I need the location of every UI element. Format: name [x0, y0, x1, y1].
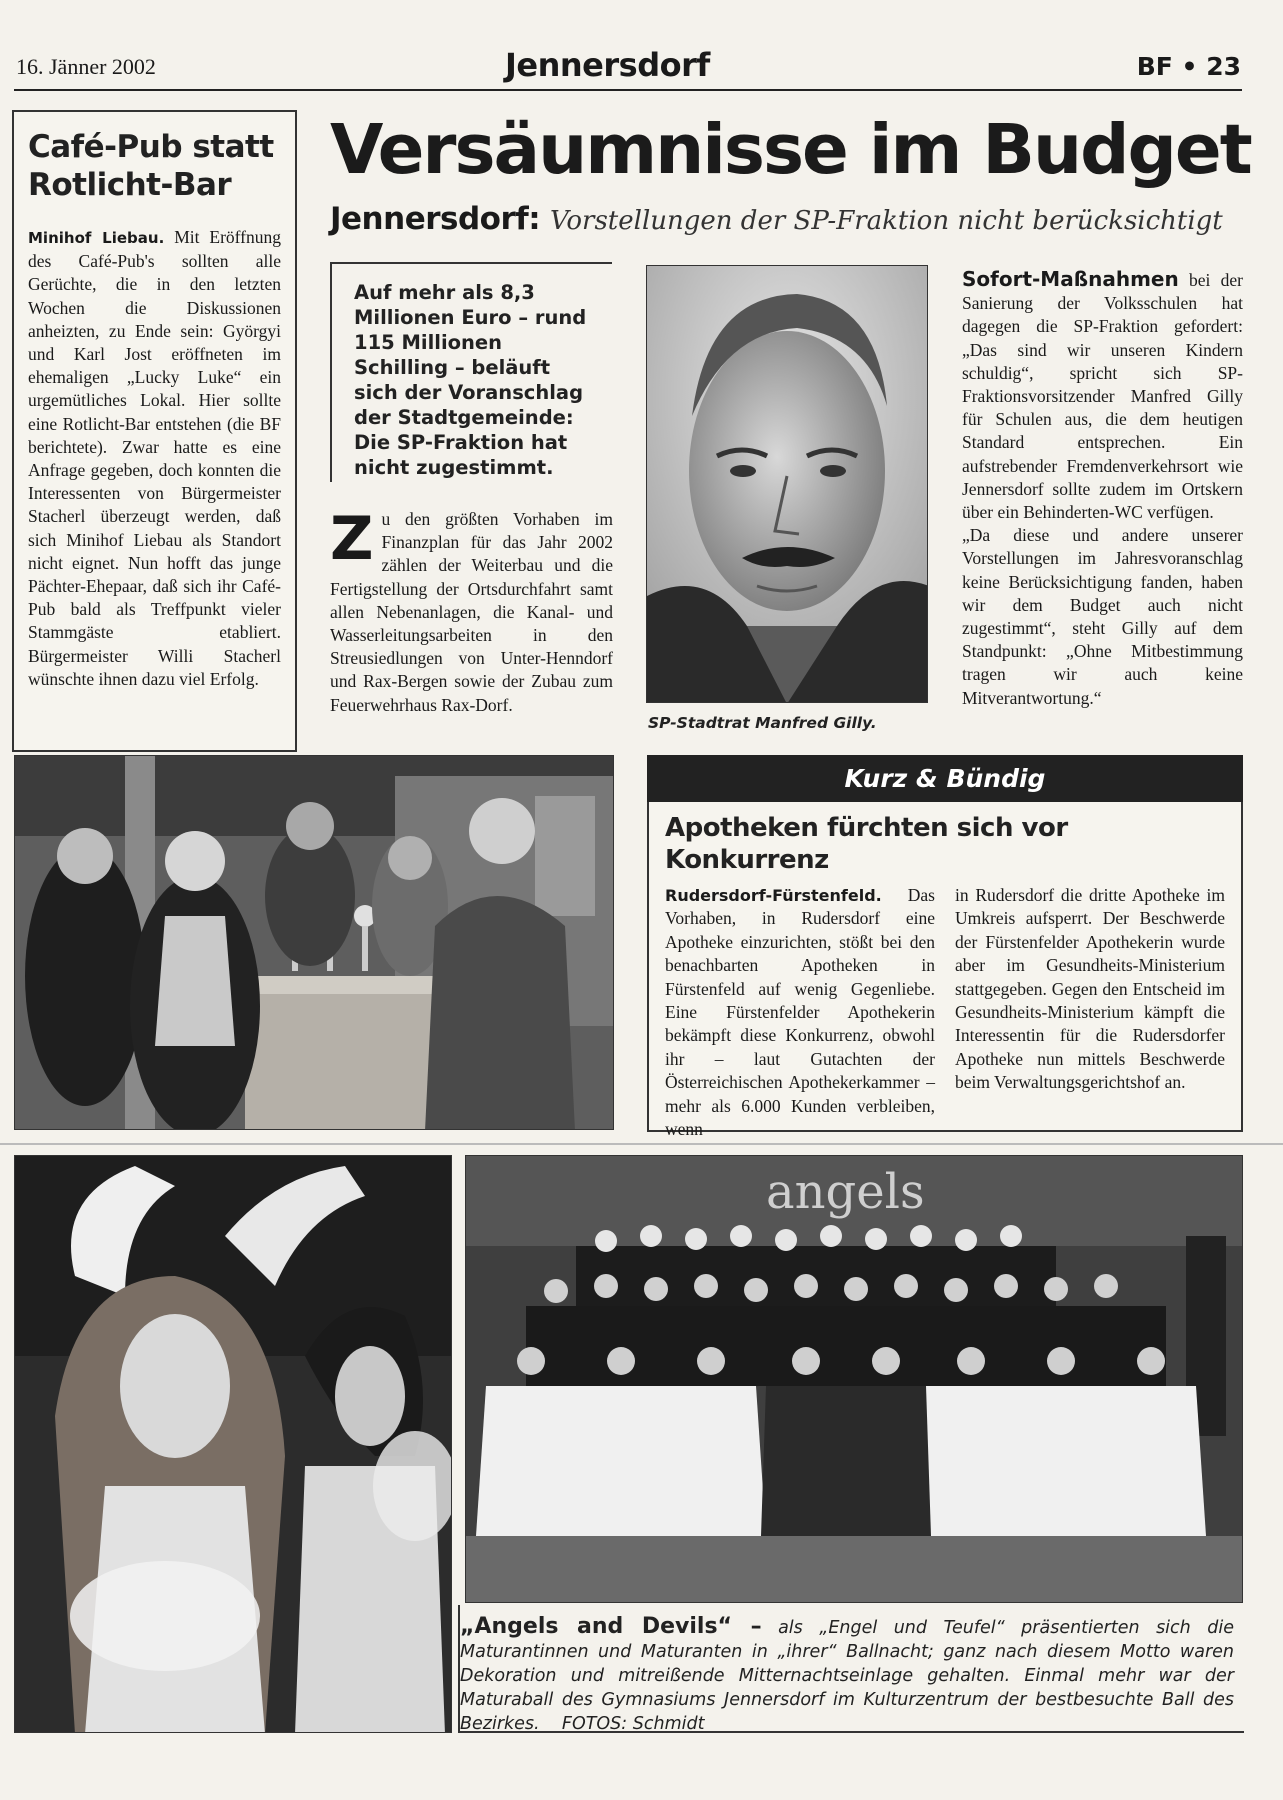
- portrait-image: [647, 266, 928, 703]
- angels-banner: angels: [766, 1164, 925, 1220]
- dancers-photo: [14, 1155, 452, 1733]
- caption-title: „Angels and Devils“ –: [460, 1614, 762, 1639]
- header-rule: [14, 89, 1242, 91]
- main-article-body: [330, 504, 613, 717]
- cafe-pub-dateline: Minihof Liebau.: [28, 229, 165, 247]
- page-number: BF • 23: [1136, 52, 1241, 81]
- maturaball-group-photo: [465, 1155, 1243, 1603]
- maturaball-caption: [460, 1615, 1234, 1736]
- right-column-quote: „Da diese und andere unserer Vorstellungen im Jahresvoranschlag keine Berücksichtigung fanden, haben wir dem Budget auch nicht zugestimmt“, steht Gilly auf dem Standpunkt: „Ohne Mitbestimmung tragen wir auch keine Mitverantwortung.“: [962, 525, 1243, 708]
- apotheken-col-1: [665, 884, 935, 1141]
- fold-rule: [0, 1143, 1283, 1145]
- maturaball-caption-box: [458, 1605, 1244, 1733]
- cafe-pub-article: [12, 110, 297, 752]
- apotheken-col-2: in Rudersdorf die dritte Apotheke im Umkreis aufsperrt. Der Beschwerde der Fürstenfelder Apothekerin wurde aber im Gesundheits-Ministerium stattgegeben. Gegen den Entscheid im Gesundheits-Ministerium kämpft die Interessentin für die Rudersdorfer Apotheke nun mittels Beschwerde beim Verwaltungsgerichtshof an.: [955, 885, 1225, 1093]
- drop-cap: Z: [330, 504, 374, 574]
- subhead-text: Vorstellungen der SP-Fraktion nicht berücksichtigt: [549, 206, 1223, 236]
- apotheken-dateline: Rudersdorf-Fürstenfeld.: [665, 886, 882, 905]
- caption-text: als „Engel und Teufel“ präsentierten sich die Maturantinnen und Maturanten in „ihrer“ Ballnacht; ganz nach diesem Motto waren Dekoration und mitreißende Mitternachtseinlage gehalten. Einmal mehr war der Maturaball des Gymnasiums Jennersdorf im Kulturzentrum der bestbesuchte Ball des Bezirkes.: [460, 1618, 1234, 1734]
- apotheken-columns: [665, 884, 1225, 1141]
- subhead-place: Jennersdorf:: [330, 201, 541, 237]
- section-title: Jennersdorf: [505, 46, 710, 84]
- portrait-photo: [646, 265, 928, 703]
- cafe-pub-image: [15, 756, 614, 1130]
- maturaball-group-image: [466, 1156, 1243, 1603]
- main-article-right-column: [962, 268, 1243, 710]
- kurz-buendig-box: [647, 802, 1243, 1140]
- portrait-caption: SP-Stadtrat Manfred Gilly.: [648, 714, 877, 732]
- dancers-image: [15, 1156, 452, 1733]
- article-lead: Auf mehr als 8,3 Millionen Euro – rund 115 Millionen Schilling – beläuft sich der Voranschlag der Stadtgemeinde: Die SP-Fraktion hat nicht zugestimmt.: [330, 262, 612, 482]
- kurz-buendig-header: Kurz & Bündig: [647, 755, 1243, 802]
- cafe-pub-body: [28, 226, 281, 691]
- main-subheadline: [330, 201, 1223, 237]
- main-headline: Versäumnisse im Budget: [330, 110, 1251, 190]
- main-article-text: u den größten Vorhaben im Finanzplan für das Jahr 2002 zählen der Weiterbau und die Fertigstellung der Ortsdurchfahrt samt allen Nebenanlagen, die Kanal- und Wasserleitungsarbeiten in den Streusiedlungen von Unter-Henndorf und Rax-Bergen sowie der Zubau zum Feuerwehrhaus Rax-Dorf.: [330, 509, 613, 715]
- cafe-pub-text: Mit Eröffnung des Café-Pub's sollten alle Gerüchte, die in den letzten Wochen die Diskussionen anheizten, zu Ende sein: Györgyi und Karl Jost eröffneten im ehemaligen „Lucky Luke“ ein urgemütliches Lokal. Hier sollte eine Rotlicht-Bar entstehen (die BF berichtete). Zwar hatte es eine Anfrage gegeben, doch konnten die Interessenten von Bürgermeister Stacherl überzeugt werden, daß sich Minihof Liebau als Standort nicht eignet. Nun hofft das junge Pächter-Ehepaar, daß sich ihr Café-Pub bald als Treffpunkt vieler Stammgäste etabliert. Bürgermeister Willi Stacherl wünschte ihnen dazu viel Erfolg.: [28, 227, 282, 689]
- right-column-text: bei der Sanierung der Volksschulen hat dagegen die SP-Fraktion gefordert: „Das sind wir unseren Kindern schuldig“, spricht sich SP-Fraktionsvorsitzender Manfred Gilly für Schulen aus, die dem heutigen Standard entsprechen. Ein aufstrebender Fremdenverkehrsort wie Jennersdorf sollte zudem im Ortskern über ein Behinderten-WC verfügen.: [962, 270, 1243, 523]
- issue-date: 16. Jänner 2002: [16, 54, 156, 79]
- apotheken-text-1: Das Vorhaben, in Rudersdorf eine Apotheke einzurichten, stößt bei den benachbarten Apotheken in Fürstenfeld auf wenig Gegenliebe. Eine Fürstenfelder Apothekerin bekämpft diese Konkurrenz, obwohl ihr – laut Gutachten der Österreichischen Apothekerkammer – mehr als 6.000 Kunden verbleiben, wenn: [665, 885, 935, 1140]
- cafe-pub-title: Café-Pub statt Rotlicht-Bar: [28, 129, 274, 203]
- apotheken-title: Apotheken fürchten sich vor Konkurrenz: [665, 813, 1068, 875]
- right-column-lead: Sofort-Maßnahmen: [962, 267, 1179, 291]
- cafe-pub-photo: [14, 755, 614, 1130]
- photo-credit: FOTOS: Schmidt: [561, 1714, 705, 1734]
